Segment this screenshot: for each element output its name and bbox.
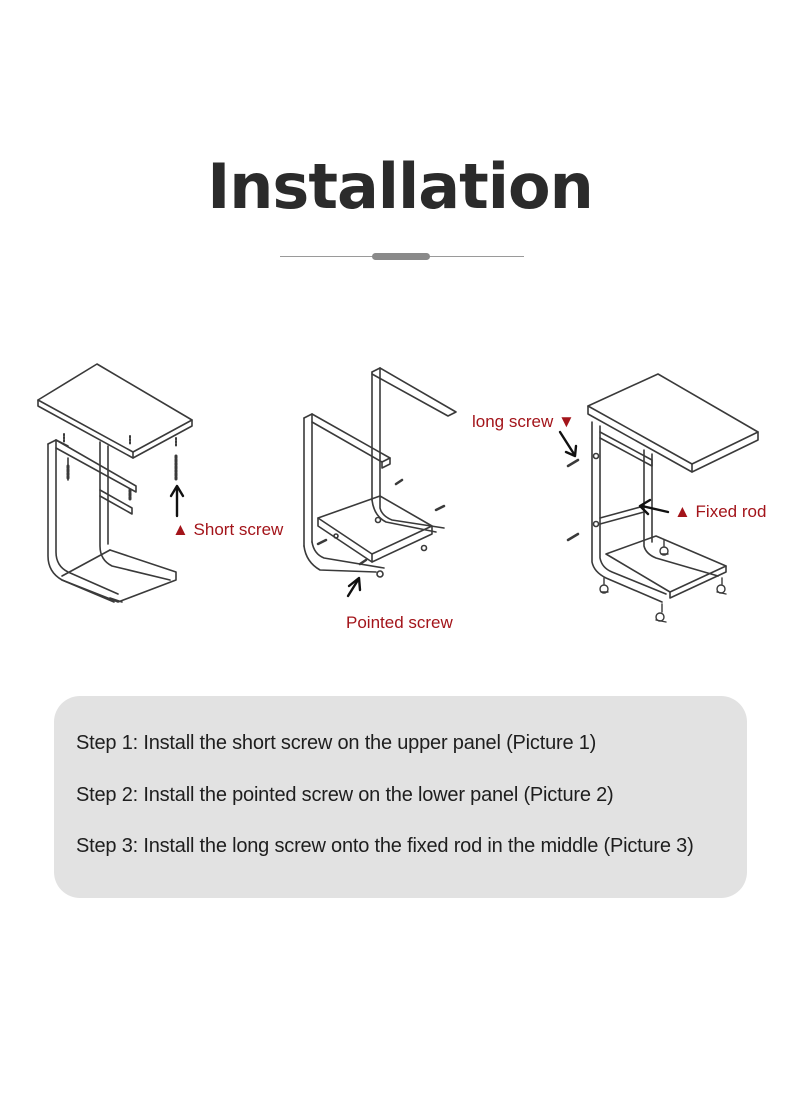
title-divider-accent	[372, 253, 430, 260]
picture-3-diagram	[560, 374, 758, 622]
pointed-screw-label: Pointed screw	[346, 613, 453, 632]
picture-1-diagram	[38, 364, 192, 602]
steps-panel	[54, 696, 747, 898]
picture-2-diagram	[304, 368, 456, 596]
long-screw-label: long screw ▼	[472, 412, 575, 431]
installation-diagrams	[0, 340, 800, 680]
fixed-rod-label: ▲ Fixed rod	[674, 502, 767, 521]
step-2-text: Step 2: Install the pointed screw on the lower panel (Picture 2)	[76, 784, 614, 806]
step-1-text: Step 1: Install the short screw on the upper panel (Picture 1)	[76, 732, 597, 754]
short-screw-label: ▲ Short screw	[172, 520, 284, 539]
page-title: Installation	[207, 150, 593, 223]
step-3-text: Step 3: Install the long screw onto the fixed rod in the middle (Picture 3)	[76, 835, 694, 857]
